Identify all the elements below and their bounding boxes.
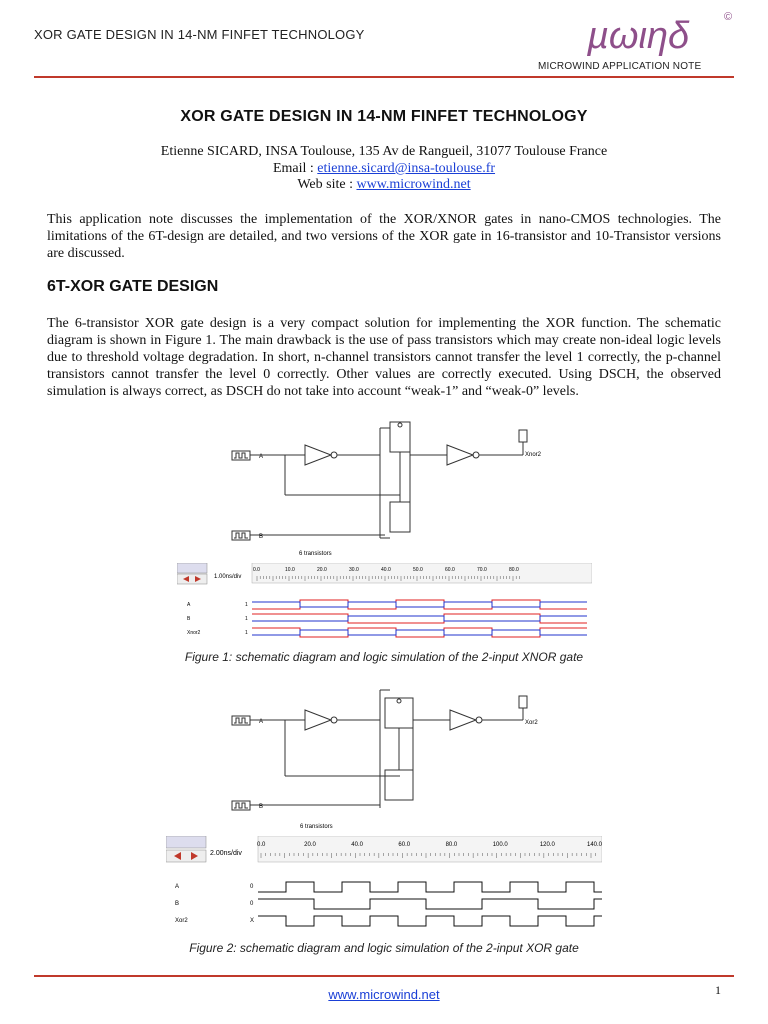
figure1-simulation <box>177 563 592 643</box>
wave-xnor-inv <box>252 630 587 635</box>
website-link[interactable]: www.microwind.net <box>356 177 471 192</box>
time-tick-label: 140.0 <box>587 842 602 848</box>
clock-a-icon <box>232 451 250 460</box>
figure2-signal-a: A <box>175 884 180 890</box>
figure2-value-b: 0 <box>250 901 254 907</box>
time-tick-label: 70.0 <box>477 567 487 573</box>
clock-b-icon <box>232 801 250 810</box>
led-icon <box>519 696 527 708</box>
running-header-title: XOR GATE DESIGN IN 14-NM FINFET TECHNOLOGY <box>34 27 365 42</box>
time-tick-label: 80.0 <box>509 567 519 573</box>
time-tick-label: 0.0 <box>257 842 266 848</box>
time-tick-label: 100.0 <box>492 842 508 848</box>
figure1-value-a: 1 <box>245 602 248 608</box>
clock-a-icon <box>232 716 250 725</box>
time-tick-label: 20.0 <box>304 842 316 848</box>
figure2-input-a: A <box>259 719 264 725</box>
figure2-timescale: 2.00ns/div <box>210 850 242 857</box>
time-tick-label: 50.0 <box>413 567 423 573</box>
figure2-caption: Figure 2: schematic diagram and logic simulation of the 2-input XOR gate <box>189 941 579 955</box>
author-line: Etienne SICARD, INSA Toulouse, 135 Av de Rangueil, 31077 Toulouse France <box>160 144 608 159</box>
page-title: XOR GATE DESIGN IN 14-NM FINFET TECHNOLOGY <box>180 108 588 125</box>
figure1-output-label: Xnor2 <box>525 452 542 458</box>
time-tick-label: 120.0 <box>539 842 555 848</box>
scroll-buttons[interactable] <box>166 850 206 862</box>
application-note-label: MICROWIND APPLICATION NOTE <box>538 61 702 72</box>
wave-b <box>258 899 602 909</box>
wave-a <box>258 882 602 892</box>
inverter-out-icon <box>450 710 476 730</box>
email-label: Email : <box>272 161 318 176</box>
microwind-logo <box>585 6 735 58</box>
figure2-signal-b: B <box>175 901 180 907</box>
figure1-signal-out: Xnor2 <box>187 630 201 636</box>
figure2-signal-out: Xor2 <box>175 918 188 924</box>
inverter-out-icon <box>447 445 473 465</box>
zoom-in-button[interactable] <box>166 836 206 848</box>
section-body: The 6-transistor XOR gate design is a very compact solution for implementing the XOR function. The schematic diagram is shown in Figure 1. The main drawback is the use of pass transistors which may create non-ideal logic levels due to threshold voltage degradation. In short, n-channel transistors cannot transfer the level 1 correctly, the p-channel transistors cannot transfer the level 0 correctly. Other values are correctly executed. Using DSCH, the observed simulation is always correct, as DSCH do not take into account “weak-1” and “weak-0” levels. <box>47 316 721 399</box>
intro-paragraph: This application note discusses the implementation of the XOR/XNOR gates in nano-CMOS technologies. The limitations of the 6T-design are detailed, and two versions of the XOR gate in 16-transistor and 10-Transistor versions are discussed. <box>47 212 721 261</box>
figure1-input-b: B <box>259 534 264 540</box>
nmos-transistor-icon <box>390 502 410 532</box>
inverter-a-icon <box>305 445 331 465</box>
nmos-transistor-icon <box>385 770 413 800</box>
figure1-caption: Figure 1: schematic diagram and logic simulation of the 2-input XNOR gate <box>184 650 584 664</box>
figure2-schematic <box>225 688 555 833</box>
wave-xor <box>258 916 602 926</box>
inverter-a-icon <box>305 710 331 730</box>
figure1-signal-b: B <box>187 616 191 622</box>
section-heading: 6T-XOR GATE DESIGN <box>47 278 219 295</box>
wave-b-inv <box>252 616 587 621</box>
figure1-value-out: 1 <box>245 630 248 636</box>
figure1-note: 6 transistors <box>299 551 332 557</box>
figure2-value-out: X <box>250 918 255 924</box>
page-number: 1 <box>715 983 721 997</box>
wave-xnor <box>252 628 587 637</box>
figure1-value-b: 1 <box>245 616 248 622</box>
email-line <box>0 161 768 177</box>
scroll-buttons[interactable] <box>177 574 207 584</box>
time-tick-label: 0.0 <box>253 567 260 573</box>
figure2-input-b: B <box>259 804 264 810</box>
email-link[interactable]: etienne.sicard@insa-toulouse.fr <box>317 161 496 176</box>
figure2-output-label: Xor2 <box>525 720 538 726</box>
figure1-input-a: A <box>259 454 264 460</box>
footer-rule <box>34 975 734 977</box>
wave-b <box>252 614 587 623</box>
figure2-simulation <box>166 836 602 931</box>
wave-a-inv <box>252 602 587 607</box>
logo-mark: © <box>724 11 733 23</box>
figure1-schematic <box>225 418 555 563</box>
clock-b-icon <box>232 531 250 540</box>
led-icon <box>519 430 527 442</box>
figure1-timescale: 1.00ns/div <box>214 574 242 580</box>
zoom-in-button[interactable] <box>177 563 207 573</box>
figure2-value-a: 0 <box>250 884 254 890</box>
figure2-note: 6 transistors <box>300 824 333 830</box>
header-rule <box>34 76 734 78</box>
website-label: Web site : <box>297 177 357 192</box>
time-tick-label: 40.0 <box>381 567 391 573</box>
time-tick-label: 40.0 <box>351 842 363 848</box>
time-tick-label: 20.0 <box>317 567 327 573</box>
time-tick-label: 60.0 <box>398 842 411 848</box>
figure2-time-ruler <box>258 836 602 862</box>
footer-url[interactable] <box>0 987 768 1002</box>
wave-a <box>252 600 587 609</box>
figure1-time-ruler <box>252 563 592 583</box>
time-tick-label: 60.0 <box>445 567 455 573</box>
time-tick-label: 10.0 <box>285 567 295 573</box>
footer-link[interactable]: www.microwind.net <box>328 987 440 1002</box>
website-line <box>0 177 768 193</box>
time-tick-label: 80.0 <box>445 842 458 848</box>
figure1-signal-a: A <box>187 602 191 608</box>
time-tick-label: 30.0 <box>349 567 359 573</box>
logo-text: µωιηδ <box>587 15 690 57</box>
